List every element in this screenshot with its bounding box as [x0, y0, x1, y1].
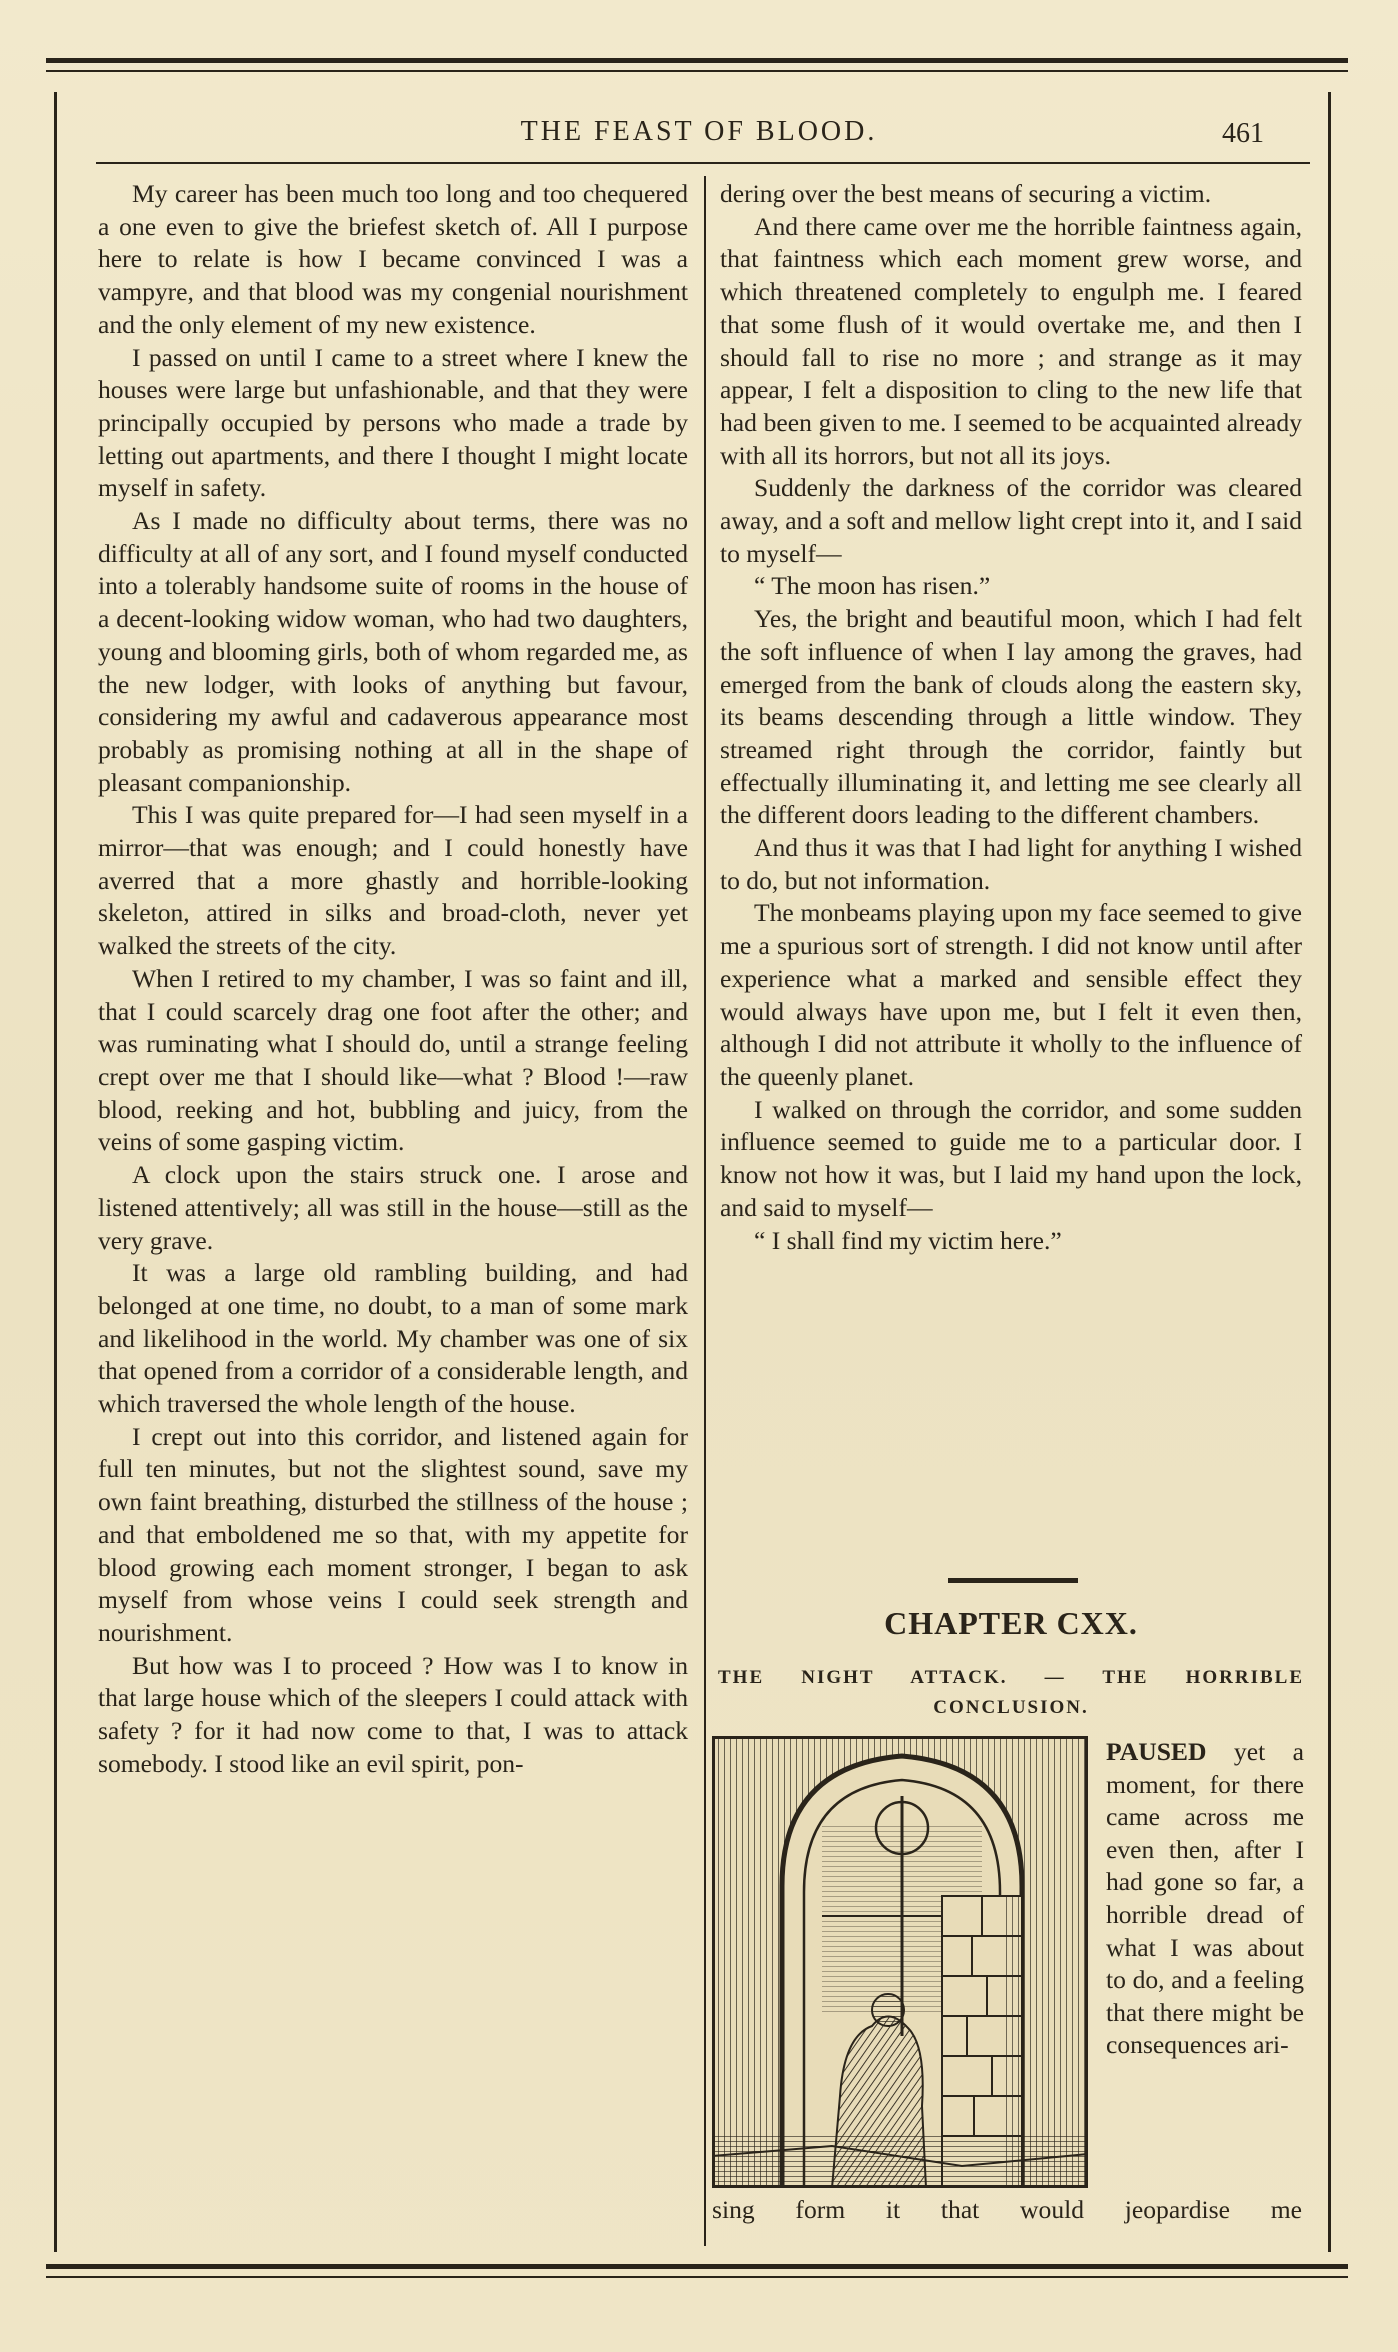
column-divider	[704, 176, 706, 2246]
chapter-subtitle: THE NIGHT ATTACK. — THE HORRIBLE CONCLUSION.	[718, 1667, 1304, 1718]
paragraph-continued: dering over the best means of securing a victim.	[720, 179, 1212, 208]
right-border	[1328, 92, 1331, 2252]
paragraph: A clock upon the stairs struck one. I arose and listened attentively; all was still in the house—still as the very grave.	[98, 1160, 688, 1255]
woodcut-illustration	[712, 1736, 1088, 2188]
page-number: 461	[1222, 118, 1264, 149]
paragraph: I walked on through the corridor, and some sudden influence seemed to guide me to a particular door. I know not how it was, but I laid my hand upon the lock, and said to myself—	[720, 1094, 1302, 1222]
paragraph: And there came over me the horrible faintness again, that faintness which each moment grew worse, and which threatened completely to engulph me. I feared that some flush of it would overtake me, and then I should fall to rise no more ; and strange as it may appear, I felt a disposition to cling to the new life that had been given to me. I seemed to be acquainted already with all its horrors, but not all its joys.	[720, 211, 1302, 470]
paragraph: I crept out into this corridor, and listened again for full ten minutes, but not the slightest sound, save my own faint breathing, disturbed the stillness of the house ; and that emboldened me so that, with my appetite for blood growing each moment stronger, I began to ask myself from whose veins I could seek strength and nourishment.	[98, 1421, 688, 1647]
chapter-opening-word: PAUSED	[1106, 1737, 1207, 1766]
bottom-rule-thick	[46, 2264, 1348, 2269]
paragraph: And thus it was that I had light for anything I wished to do, but not information.	[720, 833, 1302, 895]
left-border	[54, 92, 57, 2252]
top-rule-thick	[46, 58, 1348, 63]
chapter-rule	[948, 1578, 1078, 1583]
chapter-opening-text	[1106, 1736, 1304, 2062]
paragraph: As I made no difficulty about terms, there was no difficulty at all of any sort, and I found myself conducted into a tolerably handsome suite of rooms in the house of a decent-looking widow woman, who had two daughters, young and blooming girls, both of whom regarded me, as the new lodger, with looks of anything but favour, considering my awful and cadaverous appearance most probably as promising nothing at all in the shape of pleasant companionship.	[98, 506, 688, 797]
right-text-column	[720, 178, 1302, 1257]
chapter-opening-body: yet a moment, for there came across me even then, after I had gone so far, a horrible dread of what I was about to do, and a feeling that there might be consequences ari-	[1106, 1737, 1304, 2060]
left-text-column	[98, 178, 688, 1780]
paragraph: When I retired to my chamber, I was so faint and ill, that I could scarcely drag one foot after the other; and was ruminating what I should do, until a strange feeling crept over me that I should like—what ? Blood !—raw blood, reeking and hot, bubbling and juicy, from the veins of some gasping victim.	[98, 963, 688, 1157]
paragraph: My career has been much too long and too chequered a one even to give the briefest sketch of. All I purpose here to relate is how I became convinced I was a vampyre, and that blood was my congenial nourishment and the only element of my new existence.	[98, 179, 688, 339]
bottom-rule-thin	[46, 2276, 1348, 2278]
paragraph: Suddenly the darkness of the corridor was cleared away, and a soft and mellow light crept into it, and I said to myself—	[720, 473, 1302, 568]
running-header-title: THE FEAST OF BLOOD.	[520, 116, 878, 147]
paragraph: This I was quite prepared for—I had seen myself in a mirror—that was enough; and I could honestly have averred that a more ghastly and horrible-looking skeleton, attired in silks and broad-cloth, never yet walked the streets of the city.	[98, 800, 688, 961]
paragraph: It was a large old rambling building, and had belonged at one time, no doubt, to a man of some mark and likelihood in the world. My chamber was one of six that opened from a corridor of a considerable length, and which traversed the whole length of the house.	[98, 1258, 688, 1419]
top-rule-thin	[46, 70, 1348, 72]
paragraph: I passed on until I came to a street where I knew the houses were large but unfashionable, and that they were principally occupied by persons who made a trade by letting out apartments, and there I thought I might locate myself in safety.	[98, 342, 688, 503]
header-underline	[96, 162, 1310, 164]
paragraph: The monbeams playing upon my face seemed to give me a spurious sort of strength. I did not know until after experience what a marked and sensible effect they would always have upon me, but I felt it even then, although I did not attribute it wholly to the influence of the queenly planet.	[720, 898, 1302, 1091]
paragraph: “ I shall find my victim here.”	[754, 1225, 1062, 1255]
chapter-title: CHAPTER CXX.	[884, 1605, 1138, 1641]
chapter-text-continued: sing form it that would jeopardise me	[712, 2195, 1302, 2224]
paragraph: But how was I to proceed ? How was I to know in that large house which of the sleepers I could attack with safety ? for it had now come to that, I was to attack somebody. I stood like an evil spirit, pon-	[98, 1650, 688, 1778]
paragraph: Yes, the bright and beautiful moon, which I had felt the soft influence of when I lay among the graves, had emerged from the bank of clouds along the eastern sky, its beams descending through a little window. They streamed right through the corridor, faintly but effectually illuminating it, and letting me see clearly all the different doors leading to the different chambers.	[720, 604, 1302, 830]
paragraph: “ The moon has risen.”	[754, 571, 991, 601]
